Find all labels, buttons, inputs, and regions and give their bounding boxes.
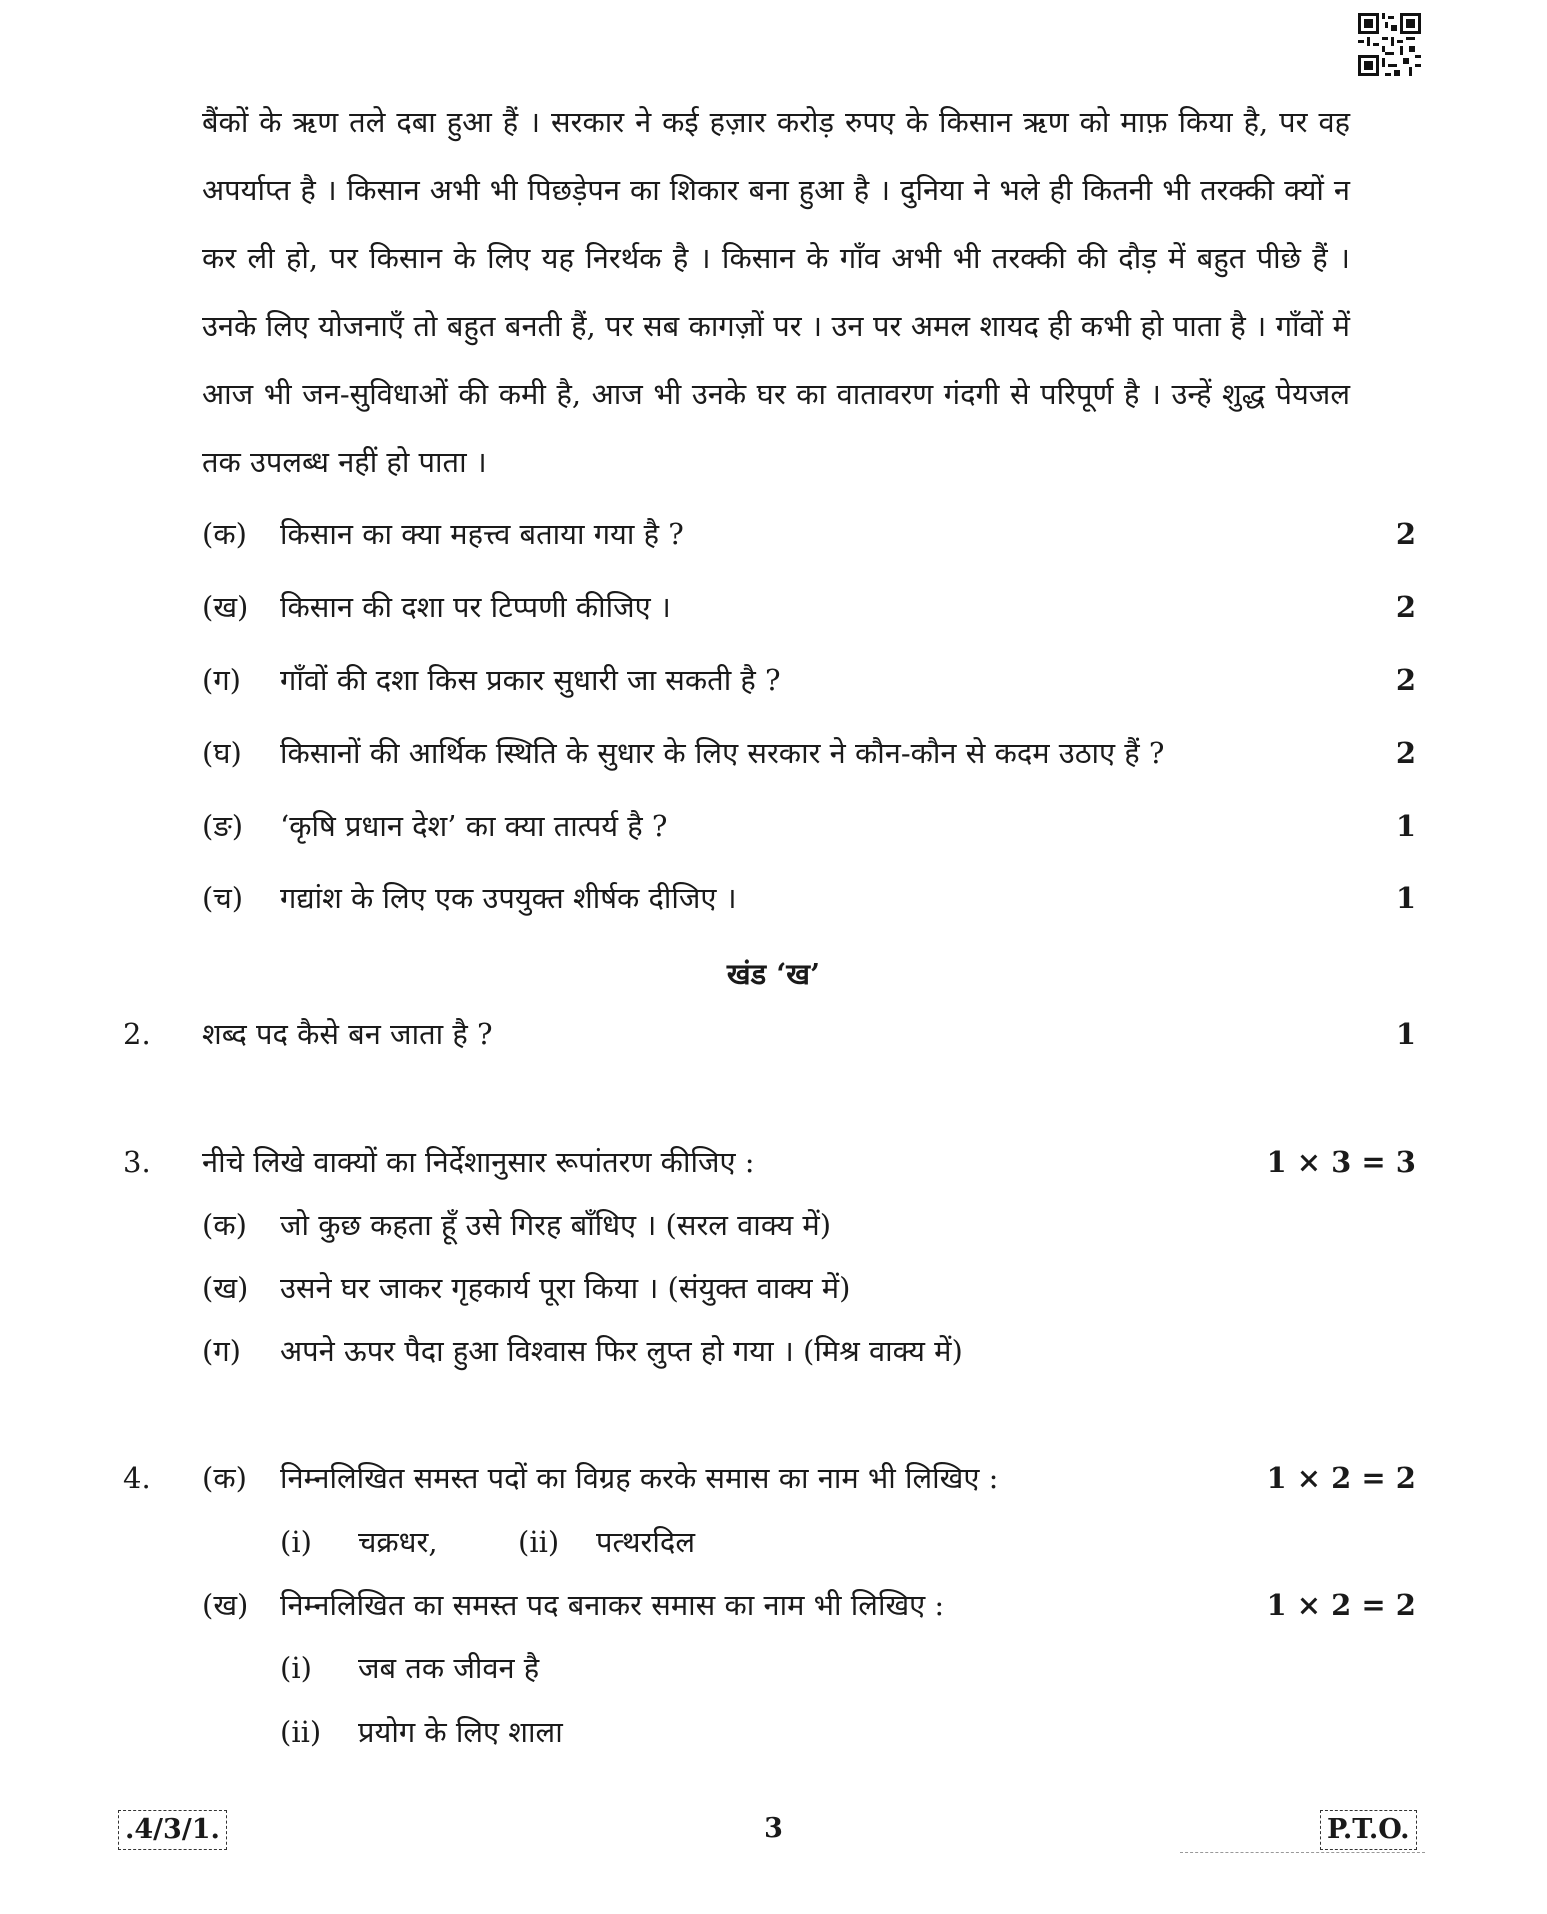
q4b-option-label: (ii) xyxy=(280,1715,322,1749)
q3-sub-item xyxy=(202,1331,963,1371)
q4b-text: निम्नलिखित का समस्त पद बनाकर समास का नाम भी लिखिए : xyxy=(280,1588,945,1622)
q1-sub-item xyxy=(202,733,1164,773)
q4b-option xyxy=(280,1648,539,1688)
q4a-option-label: (i) xyxy=(280,1525,312,1559)
q1-sub-marks: 2 xyxy=(1395,663,1416,697)
q4b-item xyxy=(202,1585,944,1625)
paper-code: .4/3/1. xyxy=(118,1810,227,1850)
q4b-option-text: जब तक जीवन है xyxy=(358,1651,540,1685)
pto-label: P.T.O. xyxy=(1320,1810,1417,1850)
q4a-options xyxy=(280,1522,695,1562)
q2-marks: 1 xyxy=(1395,1017,1416,1051)
q1-sub-label: (ग) xyxy=(202,663,241,697)
section-heading: खंड ‘ख’ xyxy=(726,957,821,991)
q1-sub-item xyxy=(202,806,667,846)
q4a-option-text: चक्रधर, xyxy=(358,1525,438,1559)
q4a-option-label: (ii) xyxy=(518,1525,560,1559)
q3-number: 3. xyxy=(123,1145,151,1179)
q4a-item xyxy=(202,1458,998,1498)
q3-sub-text: जो कुछ कहता हूँ उसे गिरह बाँधिए । (सरल वाक्य में) xyxy=(280,1208,832,1242)
q1-sub-marks: 2 xyxy=(1395,590,1416,624)
q3-sub-item xyxy=(202,1268,850,1308)
q4b-label: (ख) xyxy=(202,1588,249,1622)
q3-sub-label: (ख) xyxy=(202,1271,249,1305)
q3-sub-text: उसने घर जाकर गृहकार्य पूरा किया । (संयुक्त वाक्य में) xyxy=(280,1271,851,1305)
q1-sub-text: किसानों की आर्थिक स्थिति के सुधार के लिए सरकार ने कौन-कौन से कदम उठाए हैं ? xyxy=(280,736,1165,770)
q1-sub-label: (ङ) xyxy=(202,809,244,843)
q1-sub-label: (क) xyxy=(202,517,247,551)
q1-sub-label: (ख) xyxy=(202,590,249,624)
q3-sub-item xyxy=(202,1205,831,1245)
q1-sub-item xyxy=(202,660,781,700)
q1-sub-label: (घ) xyxy=(202,736,242,770)
q1-sub-marks: 2 xyxy=(1395,736,1416,770)
q1-sub-text: गद्यांश के लिए एक उपयुक्त शीर्षक दीजिए । xyxy=(280,881,737,915)
q1-sub-item xyxy=(202,878,737,918)
q1-sub-text: गाँवों की दशा किस प्रकार सुधारी जा सकती है ? xyxy=(280,663,781,697)
q1-sub-item xyxy=(202,514,684,554)
q4-number: 4. xyxy=(123,1461,151,1495)
q4b-option-text: प्रयोग के लिए शाला xyxy=(358,1715,563,1749)
passage-text: बैंकों के ऋण तले दबा हुआ हैं । सरकार ने कई हज़ार करोड़ रुपए के किसान ऋण को माफ़ किया है, पर वह अपर्याप्त है । किसान अभी भी पिछड़ेपन का शिकार बना हुआ है । दुनिया ने भले ही कितनी भी तरक्की क्यों न कर ली हो, पर किसान के लिए यह निरर्थक है । किसान के गाँव अभी भी तरक्की की दौड़ में बहुत पीछे हैं । उनके लिए योजनाएँ तो बहुत बनती हैं, पर सब कागज़ों पर । उन पर अमल शायद ही कभी हो पाता है । गाँवों में आज भी जन-सुविधाओं की कमी है, आज भी उनके घर का वातावरण गंदगी से परिपूर्ण है । उन्हें शुद्ध पेयजल तक उपलब्ध नहीं हो पाता । xyxy=(202,105,1350,479)
q4a-option-text: पत्थरदिल xyxy=(596,1525,695,1559)
q1-sub-text: किसान की दशा पर टिप्पणी कीजिए । xyxy=(280,590,671,624)
q4b-marks: 1 × 2 = 2 xyxy=(1266,1588,1416,1622)
q4a-marks: 1 × 2 = 2 xyxy=(1266,1461,1416,1495)
q3-sub-label: (क) xyxy=(202,1208,247,1242)
q4b-option-label: (i) xyxy=(280,1651,312,1685)
q4a-text: निम्नलिखित समस्त पदों का विग्रह करके समास का नाम भी लिखिए : xyxy=(280,1461,999,1495)
q3-sub-text: अपने ऊपर पैदा हुआ विश्वास फिर लुप्त हो गया । (मिश्र वाक्य में) xyxy=(280,1334,963,1368)
q1-sub-marks: 2 xyxy=(1395,517,1416,551)
q1-sub-label: (च) xyxy=(202,881,244,915)
page-number: 3 xyxy=(764,1813,783,1844)
q3-sub-label: (ग) xyxy=(202,1334,241,1368)
qr-code-icon xyxy=(1358,13,1421,76)
q1-sub-item xyxy=(202,587,671,627)
q3-text: नीचे लिखे वाक्यों का निर्देशानुसार रूपांतरण कीजिए : xyxy=(202,1145,755,1179)
q1-sub-text: ‘कृषि प्रधान देश’ का क्या तात्पर्य है ? xyxy=(280,809,668,843)
q1-sub-text: किसान का क्या महत्त्व बताया गया है ? xyxy=(280,517,684,551)
q4a-label: (क) xyxy=(202,1461,247,1495)
q3-marks: 1 × 3 = 3 xyxy=(1266,1145,1416,1179)
q1-sub-marks: 1 xyxy=(1395,881,1416,915)
q1-sub-marks: 1 xyxy=(1395,809,1416,843)
q2-number: 2. xyxy=(123,1017,151,1051)
q4b-option xyxy=(280,1712,563,1752)
footer-divider xyxy=(1180,1852,1425,1853)
q2-text: शब्द पद कैसे बन जाता है ? xyxy=(202,1017,493,1051)
